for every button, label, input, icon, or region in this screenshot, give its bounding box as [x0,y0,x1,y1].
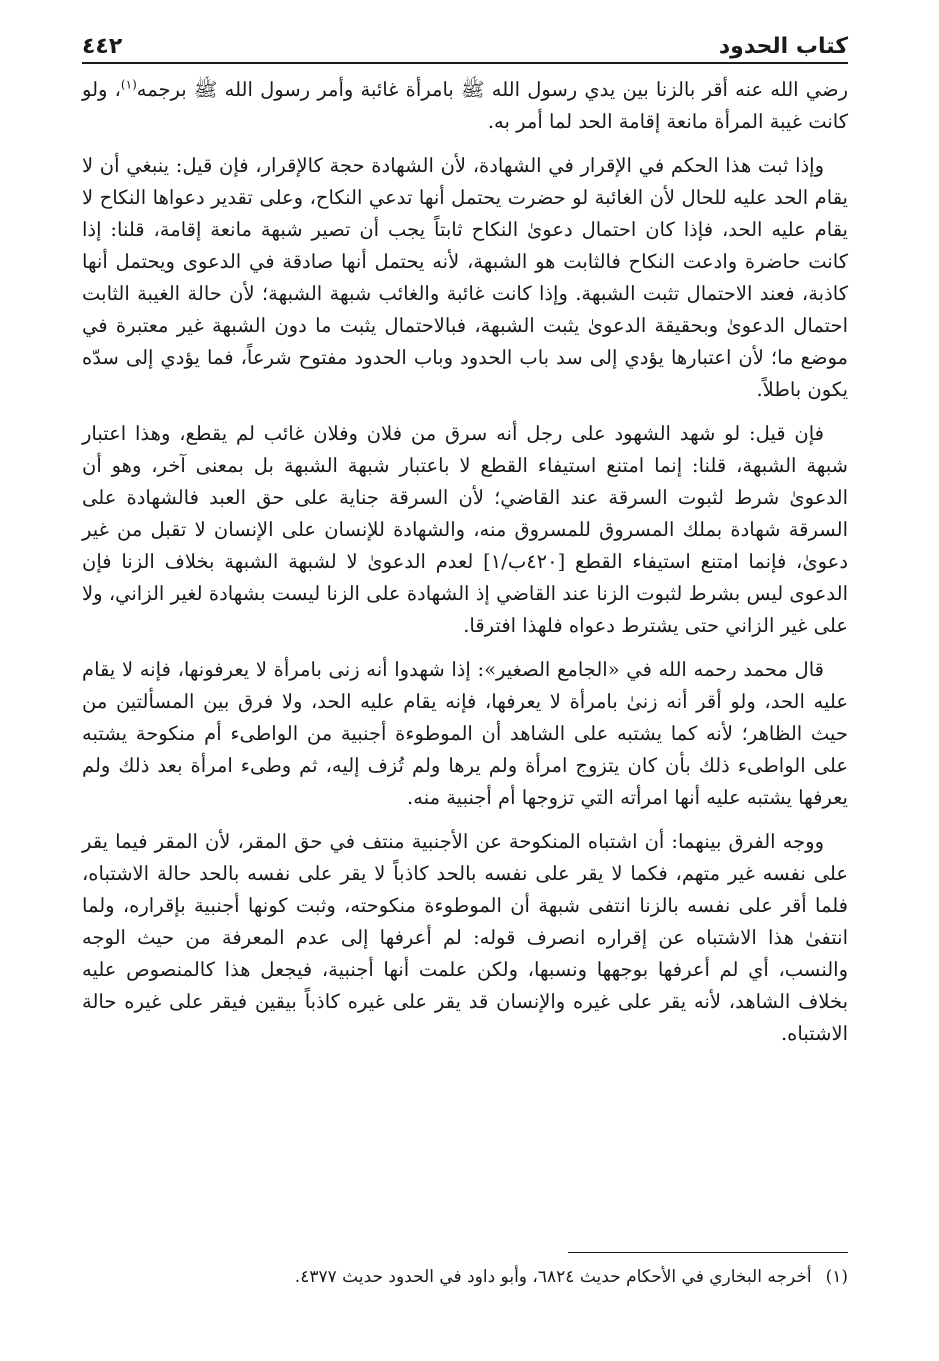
paragraph-4-text: قال محمد رحمه الله في «الجامع الصغير»: إذا شهدوا أنه زنى بامرأة لا يعرفونها، فإنه لا يقام عليه الحد، ولو أقر أنه زنىٰ بامرأة لا يعرفها، فإنه يقام عليه الحد، ولا فرق بين المسألتين من حيث الظاهر؛ لأنه كما يشتبه على الشاهد أن الموطوءة أجنبية من الواطىء أم منكوحة يشتبه على الواطىء ذلك بأن كان يتزوج امرأة ولم يرها ولم تُزف إليه، ثم وطىء امرأة بعد ذلك ولم يعرفها يشتبه عليه أنها امرأته التي تزوجها أم أجنبية منه. [82,658,848,809]
book-page [82,24,848,1344]
paragraph-2 [82,150,848,406]
paragraph-5 [82,826,848,1050]
paragraph-3 [82,418,848,642]
page-number: ٤٤٢ [82,34,123,59]
paragraph-1-continuation: ، ولو كانت غيبة المرأة مانعة إقامة الحد لما أمر به. [82,78,848,133]
paragraph-4 [82,654,848,814]
footnote [82,1264,848,1290]
footnote-number: (١) [825,1267,848,1287]
footnote-text: أخرجه البخاري في الأحكام حديث ٦٨٢٤، وأبو داود في الحدود حديث ٤٣٧٧. [294,1267,812,1287]
footnote-divider [568,1252,848,1253]
paragraph-1 [82,74,848,138]
paragraph-1-text: رضي الله عنه أقر بالزنا بين يدي رسول الله ﷺ بامرأة غائبة وأمر رسول الله ﷺ برجمه [136,78,848,101]
body-text [82,74,848,1050]
paragraph-2-text: وإذا ثبت هذا الحكم في الإقرار في الشهادة، لأن الشهادة حجة كالإقرار، فإن قيل: ينبغي أن لا يقام الحد عليه للحال لأن الغائبة لو حضرت يحتمل أنها تدعي النكاح، وعلى تقدير دعواها النكاح لا يقام عليه الحد، فإذا كان احتمال دعوىٰ النكاح ثابتاً يجب أن تصير شبهة مانعة إقامة، قلنا: إذا كانت حاضرة وادعت النكاح فالثابت هو الشبهة، لأنه يحتمل أنها صادقة في الدعوى ويحتمل أنها كاذبة، فعند الاحتمال تثبت الشبهة. وإذا كانت غائبة والغائب شبهة الشبهة؛ لأن حالة الغيبة الثابت احتمال الدعوىٰ وبحقيقة الدعوىٰ يثبت الشبهة، فبالاحتمال يثبت ما دون الشبهة غير معتبرة في موضع ما؛ لأن اعتبارها يؤدي إلى سد باب الحدود وباب الحدود مفتوح شرعاً، فما يؤدي إلى سدّه يكون باطلاً. [82,154,848,401]
running-head [82,24,848,64]
paragraph-5-text: ووجه الفرق بينهما: أن اشتباه المنكوحة عن الأجنبية منتف في حق المقر، لأن المقر فيما يقر على نفسه غير متهم، فكما لا يقر على نفسه بالحد كاذباً لا يقر على نفسه بالحد حالة الاشتباه، فلما أقر على نفسه بالزنا انتفى شبهة أن الموطوءة منكوحته، وثبت كونها أجنبية بإقراره، ولما انتفىٰ هذا الاشتباه عن إقراره انصرف قوله: لم أعرفها إلى عدم المعرفة من حيث الوجه والنسب، أي لم أعرفها بوجهها ونسبها، ولكن علمت أنها أجنبية، فيجعل هذا كالمنصوص عليه بخلاف الشاهد، لأنه يقر على غيره والإنسان قد يقر على غيره كاذباً بيقين فيقر على غيره حالة الاشتباه. [82,830,848,1045]
chapter-title: كتاب الحدود [718,34,848,59]
footnote-reference: (١) [120,77,137,92]
paragraph-3-text: فإن قيل: لو شهد الشهود على رجل أنه سرق من فلان وفلان غائب لم يقطع، وهذا اعتبار شبهة الشبهة، قلنا: إنما امتنع استيفاء القطع لا باعتبار شبهة الشبهة بل بمعنى آخر، وهو أن الدعوىٰ شرط لثبوت السرقة عند القاضي؛ لأن السرقة جناية على حق العبد فالشهادة على السرقة شهادة بملك المسروق للمسروق منه، والشهادة للإنسان على الإنسان لا تقبل من غير دعوىٰ، فإنما امتنع استيفاء القطع [٤٢٠ب/١] لعدم الدعوىٰ لا لشبهة الشبهة بخلاف الزنا فإن الدعوى ليس بشرط لثبوت الزنا عند القاضي إذ الشهادة على الزنا ليست بشهادة لغير الزاني، ولا على غير الزاني حتى يشترط دعواه فلهذا افترقا. [82,422,849,637]
